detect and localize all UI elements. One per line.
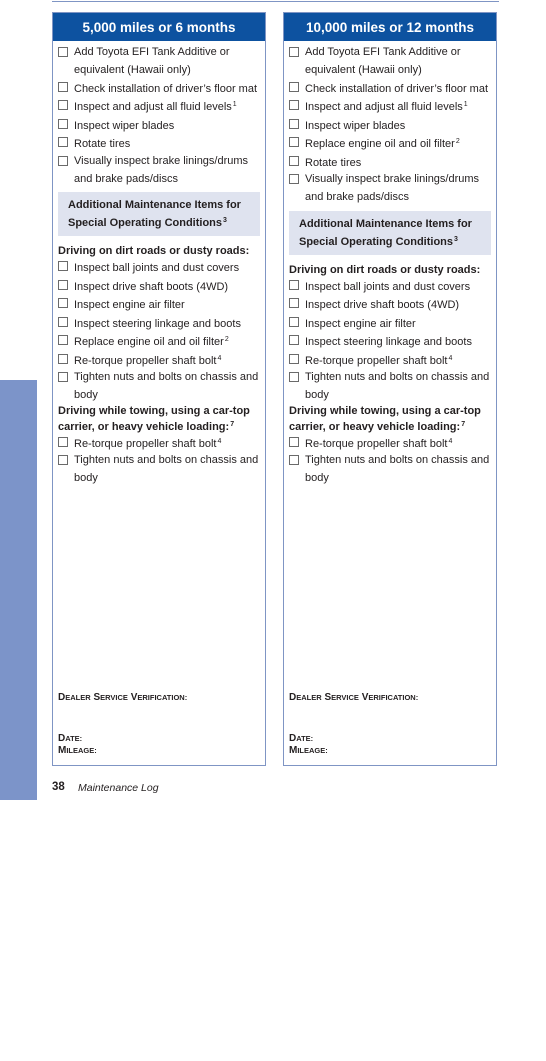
checkbox[interactable] [289,137,299,147]
checkbox[interactable] [58,335,68,345]
maintenance-side-tab [0,380,37,1061]
checklist-item [289,332,496,351]
dealer-service-verification-label: DEALER SERVICE VERIFICATION: [58,692,188,703]
checklist-item [58,116,265,135]
checklist-item-label: Inspect ball joints and dust covers [305,280,471,293]
dealer-verification-block [58,692,258,757]
checkbox[interactable] [58,354,68,364]
towing-heading: Driving while towing, using a car-top carrier, or heavy vehicle loading:$^7$ [58,404,250,433]
top-rule [52,1,499,2]
checklist-item-label: Rotate tires [74,138,131,150]
date-label: DATE: [58,733,83,744]
checklist-item-label: Check installation of driver’s floor mat [74,82,258,95]
checklist-item [289,171,496,206]
checklist-item [289,97,496,116]
checklist-item-label: Inspect and adjust all fluid levels$^1$ [305,101,468,113]
dealer-service-verification-label: DEALER SERVICE VERIFICATION: [289,692,419,703]
checkbox[interactable] [289,82,299,92]
dirt-roads-heading: Driving on dirt roads or dusty roads: [58,245,250,257]
checklist-item [289,79,496,98]
footer-title: Maintenance Log [78,782,159,794]
checkbox[interactable] [58,100,68,110]
towing-heading: Driving while towing, using a car-top carrier, or heavy vehicle loading:$^7$ [289,404,481,433]
checklist-item-label: Tighten nuts and bolts on chassis and body [305,454,490,484]
dirt-roads-checklist [53,258,265,404]
checklist-item [289,314,496,333]
checklist-item-label: Tighten nuts and bolts on chassis and body [305,371,490,401]
checklist-item-label: Inspect wiper blades [74,119,175,132]
checklist-item [58,153,265,188]
service-column-5000 [52,12,266,766]
service-column-10000 [283,12,497,766]
checklist-item [289,369,496,404]
page-number: 38 [52,781,65,793]
service-checklist [53,44,265,187]
checklist-item [289,153,496,172]
checklist-item [58,277,265,296]
checklist-item [289,116,496,135]
towing-checklist [53,434,265,487]
checkbox[interactable] [289,47,299,57]
checklist-item [289,452,496,487]
checklist-item-label: Re-torque propeller shaft bolt$^4$ [305,354,453,367]
checkbox[interactable] [289,156,299,166]
checkbox[interactable] [58,280,68,290]
checklist-item-label: Re-torque propeller shaft bolt$^4$ [305,437,453,450]
checklist-item [58,332,265,351]
checklist-item [58,97,265,116]
checklist-item [58,434,265,453]
checklist-item-label: Inspect and adjust all fluid levels$^1$ [74,101,237,113]
checklist-item [289,277,496,296]
checkbox[interactable] [289,174,299,184]
checkbox[interactable] [289,437,299,447]
dirt-roads-checklist [284,277,496,404]
checkbox[interactable] [58,317,68,327]
checklist-item-label: Visually inspect brake linings/drums and brake pads/discs [74,154,249,185]
checklist-item-label: Inspect engine air filter [305,317,416,330]
checkbox[interactable] [58,298,68,308]
checklist-item-label: Re-torque propeller shaft bolt$^4$ [74,354,222,367]
checkbox[interactable] [58,119,68,129]
checklist-item-label: Add Toyota EFI Tank Additive or equivalent (Hawaii only) [305,46,461,76]
checklist-item-label: Replace engine oil and oil filter$^2$ [305,138,460,150]
checklist-item [58,134,265,153]
checklist-item-label: Tighten nuts and bolts on chassis and body [74,454,259,484]
checkbox[interactable] [289,372,299,382]
checklist-item [289,434,496,453]
checkbox[interactable] [58,47,68,57]
checkbox[interactable] [289,317,299,327]
checklist-item-label: Inspect drive shaft boots (4WD) [74,280,229,293]
checkbox[interactable] [289,455,299,465]
checklist-item [58,314,265,333]
checklist-item [58,369,265,404]
mileage-label: MILEAGE: [58,745,97,756]
checkbox[interactable] [58,437,68,447]
special-conditions-callout: Additional Maintenance Items for Special Operating Conditions$^3$ [289,211,491,255]
column-header: 5,000 miles or 6 months [53,13,265,41]
towing-checklist [284,434,496,487]
checklist-item-label: Inspect drive shaft boots (4WD) [305,299,460,311]
side-tab-label: MAINTENANCE [8,918,27,1061]
checklist-item [58,351,265,370]
checklist-item-label: Visually inspect brake linings/drums and brake pads/discs [305,173,480,203]
checkbox[interactable] [58,261,68,271]
checklist-item-label: Rotate tires [305,156,362,169]
column-header: 10,000 miles or 12 months [284,13,496,41]
service-checklist [284,44,496,206]
checklist-item-label: Inspect ball joints and dust covers [74,262,240,274]
checklist-item [289,351,496,370]
checkbox[interactable] [289,100,299,110]
checkbox[interactable] [289,280,299,290]
checkbox[interactable] [289,354,299,364]
checklist-item-label: Inspect steering linkage and boots [305,336,472,348]
checklist-item [289,134,496,153]
checkbox[interactable] [289,335,299,345]
dealer-verification-block [289,692,489,757]
checklist-item [289,295,496,314]
checklist-item-label: Replace engine oil and oil filter$^2$ [74,336,229,348]
checkbox[interactable] [289,298,299,308]
checklist-item [58,44,265,79]
checkbox[interactable] [289,119,299,129]
checklist-item [58,295,265,314]
mileage-label: MILEAGE: [289,745,328,756]
checkbox[interactable] [58,82,68,92]
checkbox[interactable] [58,156,68,166]
checklist-item [289,44,496,79]
checklist-item-label: Inspect engine air filter [74,299,185,311]
date-label: DATE: [289,733,314,744]
checklist-item [58,258,265,277]
checklist-item-label: Inspect steering linkage and boots [74,317,241,330]
checklist-item-label: Re-torque propeller shaft bolt$^4$ [74,437,222,450]
checklist-item-label: Tighten nuts and bolts on chassis and body [74,371,259,401]
checkbox[interactable] [58,455,68,465]
dirt-roads-heading: Driving on dirt roads or dusty roads: [289,263,481,276]
checkbox[interactable] [58,372,68,382]
checklist-item-label: Check installation of driver’s floor mat [305,82,489,95]
checklist-item-label: Inspect wiper blades [305,119,406,132]
checklist-item [58,79,265,98]
checklist-item [58,452,265,487]
checkbox[interactable] [58,137,68,147]
checklist-item-label: Add Toyota EFI Tank Additive or equivalent (Hawaii only) [74,46,230,76]
special-conditions-callout: Additional Maintenance Items for Special Operating Conditions$^3$ [58,192,260,236]
